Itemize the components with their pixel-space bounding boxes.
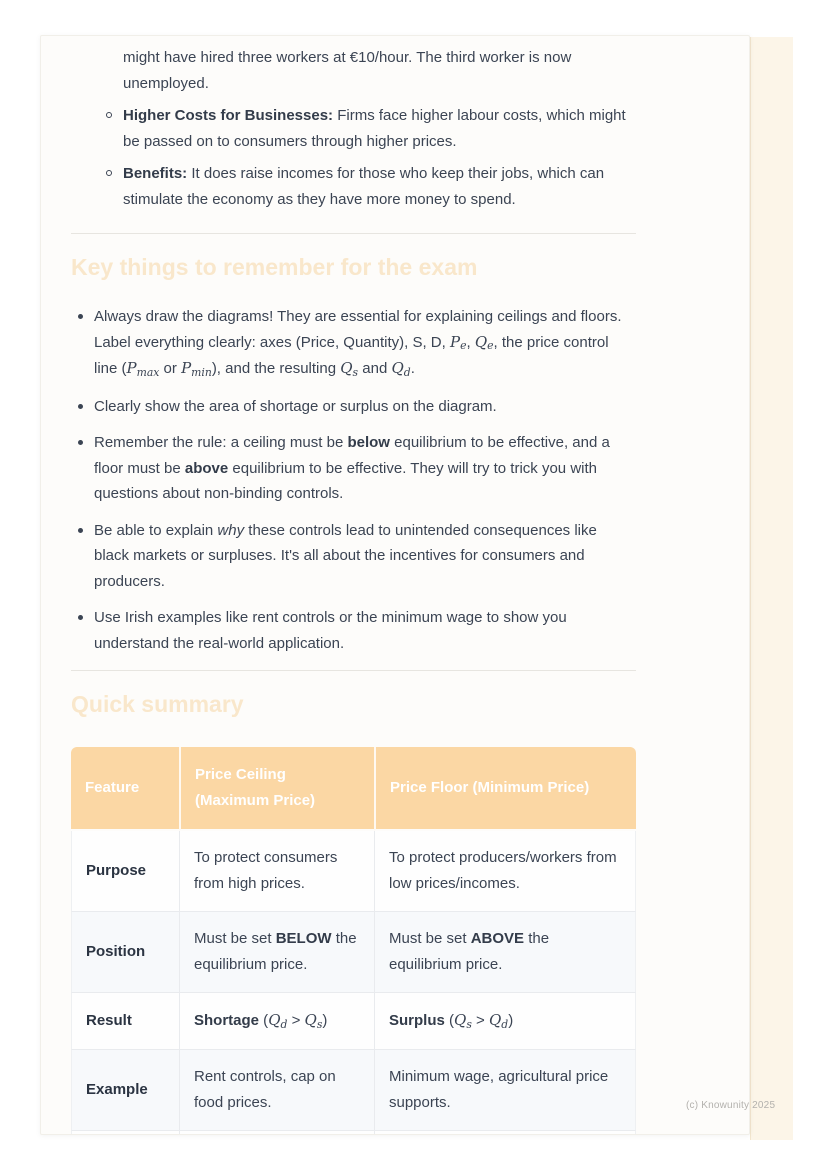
list-item <box>106 161 636 212</box>
table-row <box>71 993 636 1050</box>
summary-table <box>71 747 636 1135</box>
list-item-text: Higher Costs for Businesses: Firms face higher labour costs, which might be passed on to consumers through higher prices. <box>123 107 626 150</box>
table-row <box>71 831 636 912</box>
feature-label: Position <box>71 912 179 993</box>
document-page <box>40 35 750 1135</box>
section-divider <box>71 233 636 234</box>
bullet-icon <box>78 404 83 409</box>
list-item-text: Use Irish examples like rent controls or the minimum wage to show you understand the real-world application. <box>94 609 567 652</box>
table-header-row <box>71 747 636 831</box>
table-cell: Must be set BELOW the equilibrium price. <box>179 912 374 993</box>
list-item-text: Remember the rule: a ceiling must be below equilibrium to be effective, and a floor must be above equilibrium to be effective. They will try to trick you with questions about non-binding controls. <box>94 434 610 502</box>
list-item <box>78 605 636 656</box>
list-item-text: Always draw the diagrams! They are essential for explaining ceilings and floors. Label everything clearly: axes (Price, Quantity), S, D, $P_e$, $Q_e$, the price control line ($P_{max}$ or $P_{min}$), and the resulting $Q_s$ and $Q_d$. <box>94 308 622 379</box>
table-row <box>71 912 636 993</box>
section-heading-quick-summary: Quick summary <box>71 691 244 717</box>
header-cell-feature: Feature <box>71 747 179 831</box>
list-item <box>78 518 636 595</box>
table-row <box>71 1050 636 1131</box>
circle-bullet-icon <box>106 112 112 118</box>
list-item <box>106 103 636 154</box>
list-item <box>78 394 636 420</box>
continuation-paragraph: might have hired three workers at €10/hour. The third worker is now unemployed. <box>123 49 572 92</box>
table-cell: To protect consumers from high prices. <box>179 831 374 912</box>
feature-label: Example <box>71 1050 179 1131</box>
list-item <box>78 430 636 507</box>
list-item-text: Clearly show the area of shortage or surplus on the diagram. <box>94 397 497 415</box>
table-cell: Must be set ABOVE the equilibrium price. <box>374 912 636 993</box>
list-item-text: Benefits: It does raise incomes for those who keep their jobs, which can stimulate the economy as they have more money to spend. <box>123 165 605 208</box>
bullet-icon <box>78 314 83 319</box>
header-cell-price-floor: Price Floor (Minimum Price) <box>374 747 636 831</box>
circle-bullet-icon <box>106 170 112 176</box>
feature-label: Purpose <box>71 831 179 912</box>
table-cell <box>179 1131 374 1135</box>
header-cell-price-ceiling: Price Ceiling (Maximum Price) <box>179 747 374 831</box>
section-heading-key-things: Key things to remember for the exam <box>71 254 478 280</box>
feature-label: Result <box>71 993 179 1050</box>
page-content <box>41 36 636 1135</box>
table-cell: Minimum wage, agricultural price supports. <box>374 1050 636 1131</box>
next-page-edge <box>750 37 793 1140</box>
key-things-list <box>71 304 636 656</box>
bullet-icon <box>78 440 83 445</box>
table-cell <box>374 1131 636 1135</box>
watermark: (c) Knowunity 2025 <box>686 1100 776 1111</box>
bullet-icon <box>78 528 83 533</box>
list-item-text: Be able to explain why these controls lead to unintended consequences like black markets or surpluses. It's all about the incentives for consumers and producers. <box>94 521 597 590</box>
summary-table-header <box>71 747 636 831</box>
table-row-partial <box>71 1131 636 1135</box>
table-cell: To protect producers/workers from low prices/incomes. <box>374 831 636 912</box>
list-item <box>78 304 636 383</box>
table-cell: Shortage $(Q_d > Q_s)$ <box>179 993 374 1050</box>
table-cell <box>71 1131 179 1135</box>
top-section <box>71 45 636 212</box>
table-cell: Surplus $(Q_s > Q_d)$ <box>374 993 636 1050</box>
section-divider <box>71 670 636 671</box>
bullet-icon <box>78 615 83 620</box>
table-cell: Rent controls, cap on food prices. <box>179 1050 374 1131</box>
summary-table-body <box>71 831 636 1135</box>
